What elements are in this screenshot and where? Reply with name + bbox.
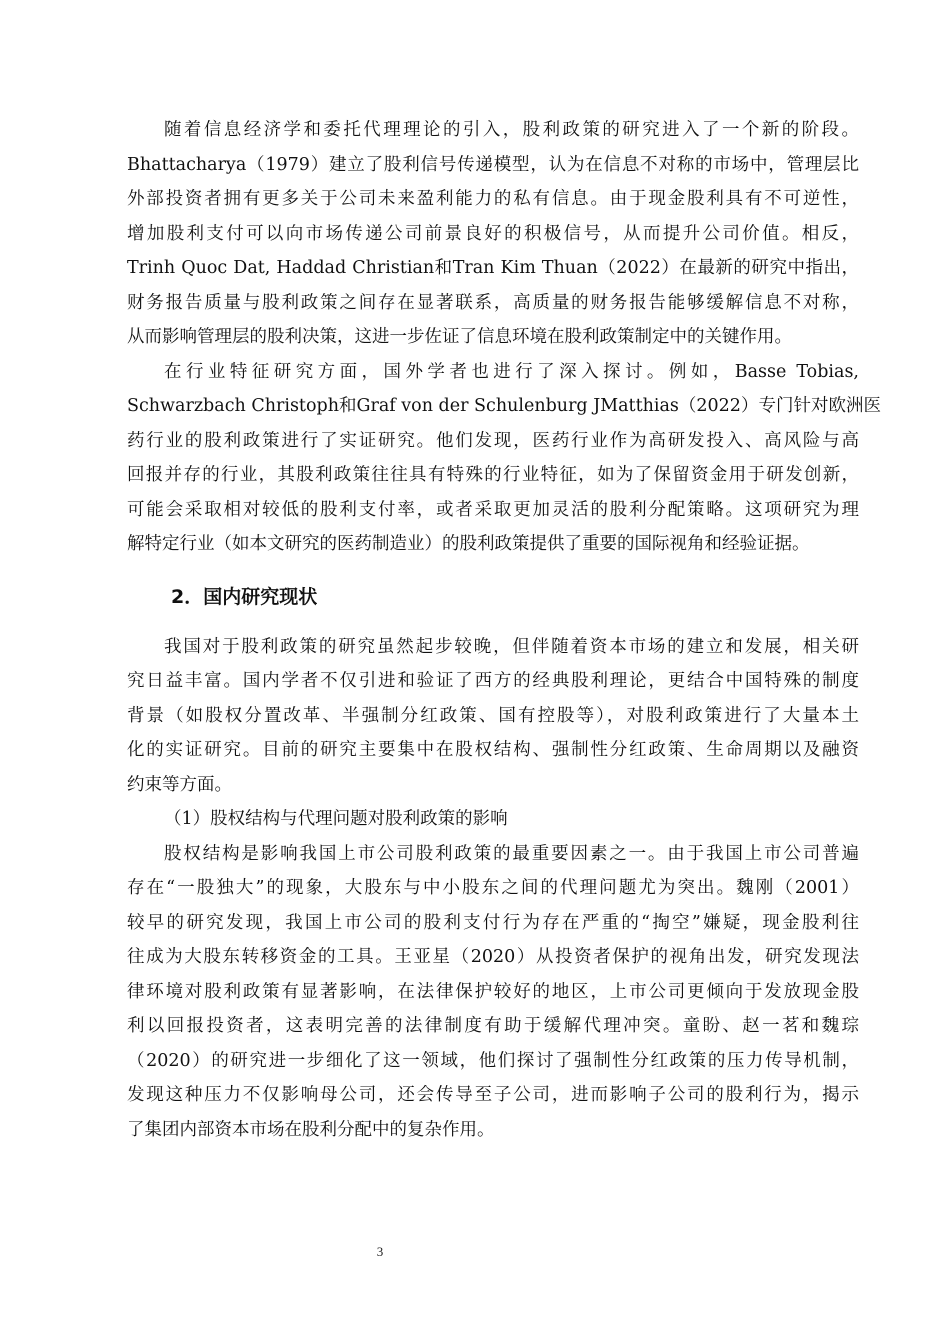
- text-line: 财务报告质量与股利政策之间存在显著联系，高质量的财务报告能够缓解信息不对称，: [127, 292, 859, 313]
- text-line: 发现这种压力不仅影响母公司，还会传导至子公司，进而影响子公司的股利行为，揭示: [127, 1085, 859, 1105]
- text-line: 从而影响管理层的股利决策，这进一步佐证了信息环境在股利政策制定中的关键作用。: [127, 327, 792, 347]
- text-line: 约束等方面。: [127, 774, 232, 795]
- section-heading: 2．国内研究现状: [171, 585, 318, 608]
- paragraph-ownership-structure: [127, 837, 859, 1148]
- page-number: 3: [376, 1244, 384, 1259]
- text-line: 律环境对股利政策有显著影响，在法律保护较好的地区，上市公司更倾向于发放现金股: [127, 981, 859, 1002]
- text-line: Bhattacharya（1979）建立了股利信号传递模型，认为在信息不对称的市场中，管理层比: [127, 154, 859, 175]
- text-line: 利以回报投资者，这表明完善的法律制度有助于缓解代理冲突。童盼、赵一茗和魏琮: [127, 1016, 859, 1036]
- text-line: 股权结构是影响我国上市公司股利政策的最重要因素之一。由于我国上市公司普遍: [164, 843, 859, 864]
- paragraph-signaling-theory: [127, 113, 859, 355]
- text-line: 外部投资者拥有更多关于公司未来盈利能力的私有信息。由于现金股利具有不可逆性，: [127, 189, 859, 209]
- text-line: 随着信息经济学和委托代理理论的引入，股利政策的研究进入了一个新的阶段。: [164, 120, 859, 140]
- text-line: 究日益丰富。国内学者不仅引进和验证了西方的经典股利理论，更结合中国特殊的制度: [127, 671, 859, 691]
- text-line: 可能会采取相对较低的股利支付率，或者采取更加灵活的股利分配策略。这项研究为理: [127, 499, 859, 520]
- text-line: Trinh Quoc Dat, Haddad Christian和Tran Kim Thuan（2022）在最新的研究中指出，: [127, 258, 859, 278]
- text-line: 化的实证研究。目前的研究主要集中在股权结构、强制性分红政策、生命周期以及融资: [127, 740, 859, 760]
- subsection-heading: （1）股权结构与代理问题对股利政策的影响: [164, 809, 508, 829]
- text-line: 我国对于股利政策的研究虽然起步较晚，但伴随着资本市场的建立和发展，相关研: [164, 636, 859, 657]
- text-line: 较早的研究发现，我国上市公司的股利支付行为存在严重的“掏空”嫌疑，现金股利往: [127, 912, 859, 933]
- text-line: Schwarzbach Christoph和Graf von der Schulenburg JMatthias（2022）专门针对欧洲医: [127, 396, 881, 416]
- text-line: 增加股利支付可以向市场传递公司前景良好的积极信号，从而提升公司价值。相反，: [127, 223, 859, 244]
- text-line: 在行业特征研究方面，国外学者也进行了深入探讨。例如，Basse Tobias,: [164, 361, 859, 382]
- text-line: 解特定行业（如本文研究的医药制造业）的股利政策提供了重要的国际视角和经验证据。: [127, 534, 810, 554]
- text-line: （2020）的研究进一步细化了这一领域，他们探讨了强制性分红政策的压力传导机制，: [127, 1050, 859, 1071]
- text-line: 背景（如股权分置改革、半强制分红政策、国有控股等），对股利政策进行了大量本土: [127, 705, 859, 726]
- page-body: [127, 113, 881, 1147]
- paragraph-domestic-overview: [127, 630, 859, 803]
- text-line: 了集团内部资本市场在股利分配中的复杂作用。: [127, 1119, 495, 1140]
- text-line: 药行业的股利政策进行了实证研究。他们发现，医药行业作为高研发投入、高风险与高: [127, 430, 859, 451]
- text-line: 存在“一股独大”的现象，大股东与中小股东之间的代理问题尤为突出。魏刚（2001）: [127, 878, 859, 898]
- text-line: 往成为大股东转移资金的工具。王亚星（2020）从投资者保护的视角出发，研究发现法: [127, 947, 859, 967]
- paragraph-industry-research: [127, 355, 881, 562]
- text-line: 回报并存的行业，其股利政策往往具有特殊的行业特征，如为了保留资金用于研发创新，: [127, 465, 859, 485]
